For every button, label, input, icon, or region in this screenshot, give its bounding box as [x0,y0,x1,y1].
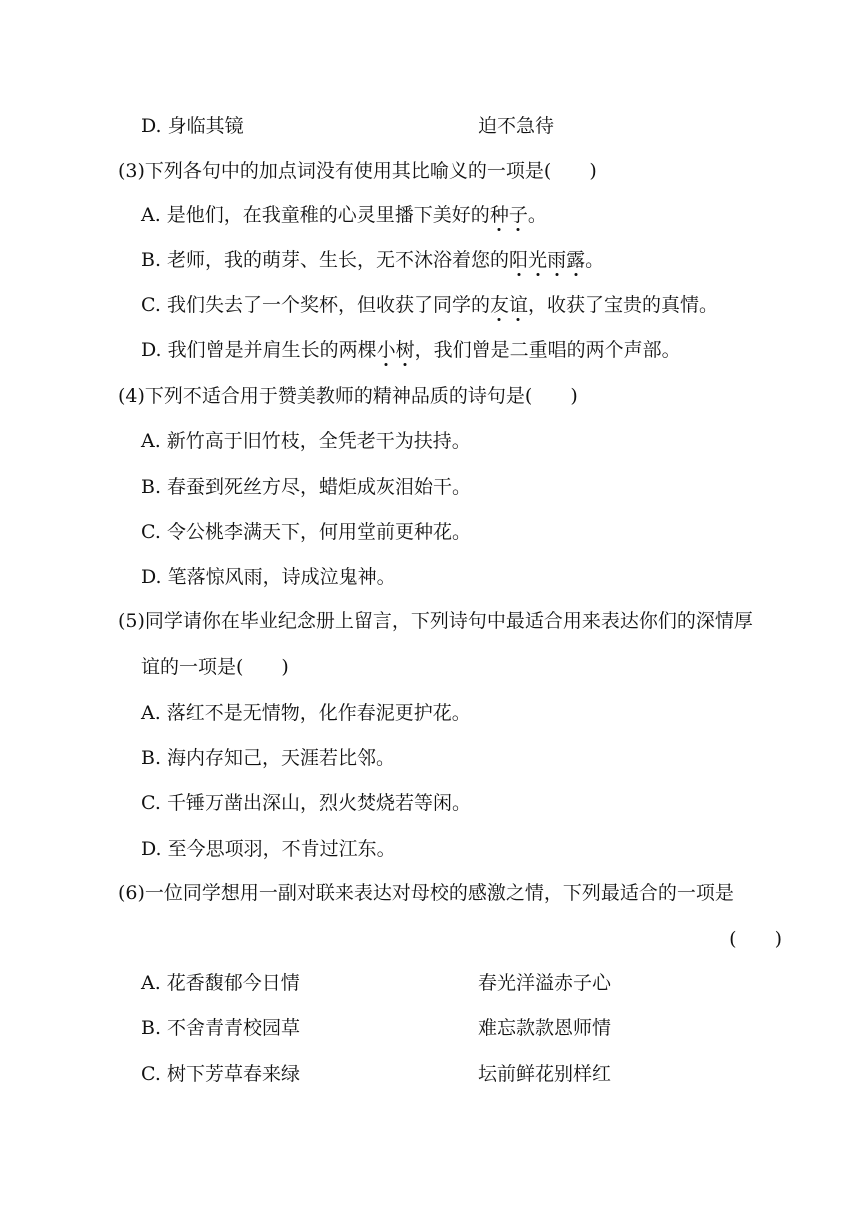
q4-option-c: C. 令公桃李满天下，何用堂前更种花。 [141,521,471,543]
emphasis-char: 光 [528,249,548,271]
q3-option-d-text: D. 我们曾是并肩生长的两棵 [141,339,377,361]
q6-option-b-right: 难忘款款恩师情 [478,1017,612,1039]
emphasis-char: 种 [489,204,509,226]
q6-answer-bracket: ( ) [729,928,782,950]
q6-option-c: C. 树下芳草春来绿 [141,1063,300,1085]
q4-option-d: D. 笔落惊风雨，诗成泣鬼神。 [141,566,396,588]
emphasis-char: 谊 [508,294,528,316]
q4-option-a: A. 新竹高于旧竹枝，全凭老干为扶持。 [141,430,471,452]
emphasis-char: 小 [376,339,396,361]
q4-stem: (4)下列不适合用于赞美教师的精神品质的诗句是( ) [118,385,578,407]
q6-option-a: A. 花香馥郁今日情 [141,972,300,994]
q2-option-d-right: 迫不急待 [478,115,555,137]
q3-stem: (3)下列各句中的加点词没有使用其比喻义的一项是( ) [118,160,597,182]
q3-option-c-end: ，收获了宝贵的真情。 [527,294,718,316]
emphasis-char: 雨 [547,249,567,271]
q3-option-b-text: B. 老师，我的萌芽、生长，无不沐浴着您的 [141,249,510,271]
emphasis-char: 友 [489,294,509,316]
q5-option-b: B. 海内存知己，天涯若比邻。 [141,747,396,769]
q2-option-d: D. 身临其镜 [141,115,244,137]
emphasis-char: 阳 [509,249,529,271]
q5-stem-line1: (5)同学请你在毕业纪念册上留言，下列诗句中最适合用来表达你们的深情厚 [118,610,753,632]
q6-option-b: B. 不舍青青校园草 [141,1017,301,1039]
q3-option-d-end: ，我们曾是二重唱的两个声部。 [414,339,681,361]
q6-stem: (6)一位同学想用一副对联来表达对母校的感激之情，下列最适合的一项是 [118,882,734,904]
q3-option-a [141,206,547,225]
q6-option-a-right: 春光洋溢赤子心 [478,972,612,994]
q5-option-c: C. 千锤万凿出深山，烈火焚烧若等闲。 [141,792,471,814]
q5-stem-line2: 谊的一项是( ) [141,656,289,678]
emphasis-char: 树 [395,339,415,361]
q3-option-c [141,296,718,315]
q5-option-a: A. 落红不是无情物，化作春泥更护花。 [141,702,471,724]
q3-option-b [141,251,604,270]
emphasis-char: 子 [508,204,528,226]
q3-option-c-text: C. 我们失去了一个奖杯，但收获了同学的 [141,294,490,316]
q3-option-a-text: A. 是他们，在我童稚的心灵里播下美好的 [141,204,490,226]
q4-option-b: B. 春蚕到死丝方尽，蜡炬成灰泪始干。 [141,476,472,498]
emphasis-char: 露 [566,249,586,271]
q3-option-b-end: 。 [585,249,605,271]
q3-option-a-end: 。 [527,204,547,226]
q5-option-d: D. 至今思项羽，不肯过江东。 [141,838,396,860]
q3-option-d [141,341,681,360]
q6-option-c-right: 坛前鲜花别样红 [478,1063,612,1085]
